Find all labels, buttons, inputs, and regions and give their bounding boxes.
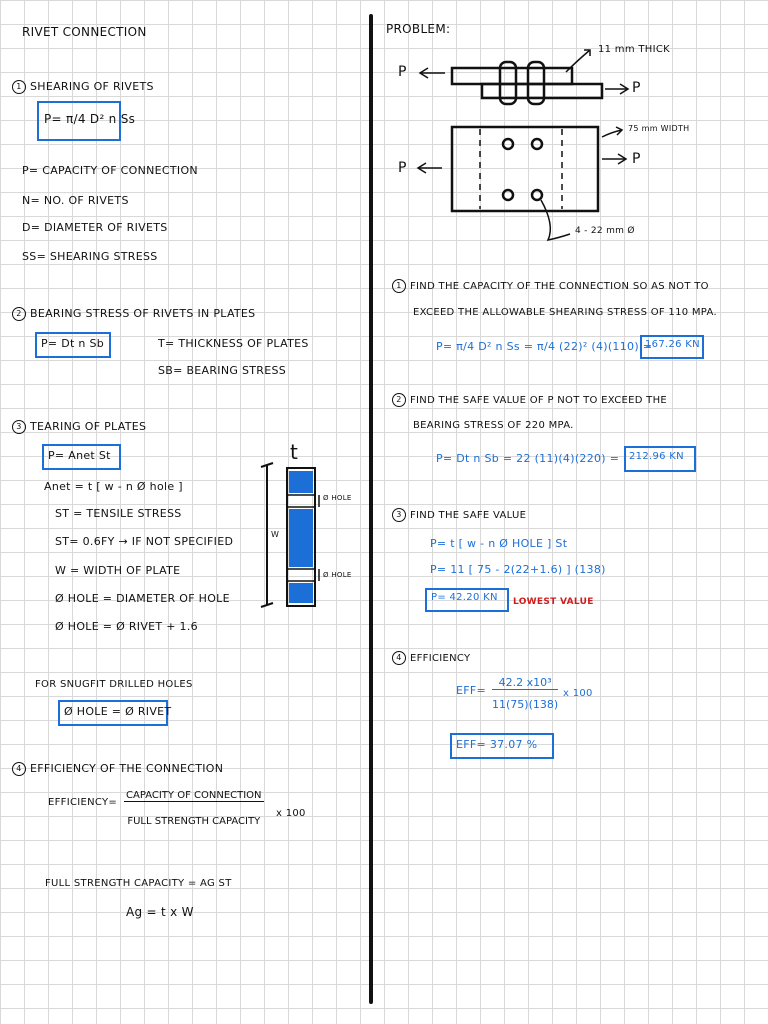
section-4-heading: 4 EFFICIENCY OF THE CONNECTION — [12, 762, 223, 776]
efficiency-numerator: CAPACITY OF CONNECTION — [126, 790, 262, 801]
st-06fy-line: ST= 0.6FY → IF NOT SPECIFIED — [55, 535, 234, 548]
w-line: W = WIDTH OF PLATE — [55, 564, 181, 577]
efficiency-label: EFFICIENCY= — [48, 797, 118, 808]
q4-label: EFF= — [456, 684, 487, 697]
q4-numerator: 42.2 x10³ — [492, 676, 558, 690]
q1-answer: 167.26 KN — [645, 339, 700, 350]
fig-p-right-bottom: P — [632, 151, 641, 167]
hole-eq-line: Ø HOLE = Ø RIVET + 1.6 — [55, 620, 198, 633]
q4-times: x 100 — [563, 688, 593, 699]
notes-title: RIVET CONNECTION — [22, 25, 147, 39]
efficiency-denominator: FULL STRENGTH CAPACITY — [127, 816, 261, 827]
q3-line-2: P= 11 [ 75 - 2(22+1.6) ] (138) — [430, 563, 606, 576]
snugfit-formula: Ø HOLE = Ø RIVET — [64, 705, 172, 718]
def-d: D= DIAMETER OF RIVETS — [22, 221, 168, 234]
fig-p-left-top: P — [398, 64, 407, 80]
section-1-heading: 1 SHEARING OF RIVETS — [12, 80, 154, 94]
bearing-formula: P= Dt n Sb — [41, 337, 105, 350]
q4-answer: EFF= 37.07 % — [456, 738, 538, 751]
section-3-heading: 3 TEARING OF PLATES — [12, 420, 146, 434]
q1-text-2: EXCEED THE ALLOWABLE SHEARING STRESS OF 110 MPA. — [413, 307, 717, 318]
anet-line: Anet = t [ w - n Ø hole ] — [44, 480, 183, 493]
fig-hole2-label: Ø HOLE — [323, 571, 352, 579]
fig-hole1-label: Ø HOLE — [323, 494, 352, 502]
efficiency-times: x 100 — [276, 808, 306, 819]
q3-text: 3 FIND THE SAFE VALUE — [392, 508, 526, 522]
fig-thick-label: 11 mm THICK — [598, 44, 670, 55]
efficiency-fraction — [124, 790, 264, 827]
q3-lowest-note: LOWEST VALUE — [513, 597, 594, 607]
def-p: P= CAPACITY OF CONNECTION — [22, 164, 198, 177]
q4-fraction — [492, 676, 558, 711]
q3-answer: P= 42.20 KN — [431, 592, 498, 603]
q2-answer: 212.96 KN — [629, 451, 684, 462]
q4-denominator: 11(75)(138) — [492, 698, 559, 711]
q2-text-2: BEARING STRESS OF 220 MPA. — [413, 420, 574, 431]
fig-p-right-top: P — [632, 80, 641, 96]
q2-calc: P= Dt n Sb = 22 (11)(4)(220) = — [436, 452, 620, 465]
q2-text-1: 2 FIND THE SAFE VALUE OF P NOT TO EXCEED THE — [392, 393, 667, 407]
st-line: ST = TENSILE STRESS — [55, 507, 182, 520]
q1-calc: P= π/4 D² n Ss = π/4 (22)² (4)(110) = — [436, 340, 653, 353]
problem-title: PROBLEM: — [386, 22, 451, 36]
tearing-formula: P= Anet St — [48, 449, 111, 462]
q3-line-1: P= t [ w - n Ø HOLE ] St — [430, 537, 568, 550]
fig-p-left-bottom: P — [398, 160, 407, 176]
fig-dia-label: 4 - 22 mm Ø — [575, 226, 635, 236]
shear-formula: P= π/4 D² n Ss — [44, 112, 136, 126]
fig-t-label: t — [290, 440, 299, 464]
ag-line: Ag = t x W — [126, 905, 194, 919]
def-sb: SB= BEARING STRESS — [158, 364, 287, 377]
def-n: N= NO. OF RIVETS — [22, 194, 129, 207]
q4-text: 4 EFFICIENCY — [392, 651, 470, 665]
snugfit-note: FOR SNUGFIT DRILLED HOLES — [35, 679, 193, 690]
hole-dia-line: Ø HOLE = DIAMETER OF HOLE — [55, 592, 230, 605]
section-2-heading: 2 BEARING STRESS OF RIVETS IN PLATES — [12, 307, 255, 321]
q1-text-1: 1 FIND THE CAPACITY OF THE CONNECTION SO AS NOT TO — [392, 279, 709, 293]
lap-joint-figure — [390, 40, 750, 250]
def-ss: SS= SHEARING STRESS — [22, 250, 158, 263]
fig-w-label: W — [271, 530, 280, 539]
fig-width-label: 75 mm WIDTH — [628, 124, 690, 133]
full-strength-line: FULL STRENGTH CAPACITY = AG ST — [45, 878, 232, 889]
def-t: T= THICKNESS OF PLATES — [158, 337, 309, 350]
page-divider — [369, 14, 373, 1004]
